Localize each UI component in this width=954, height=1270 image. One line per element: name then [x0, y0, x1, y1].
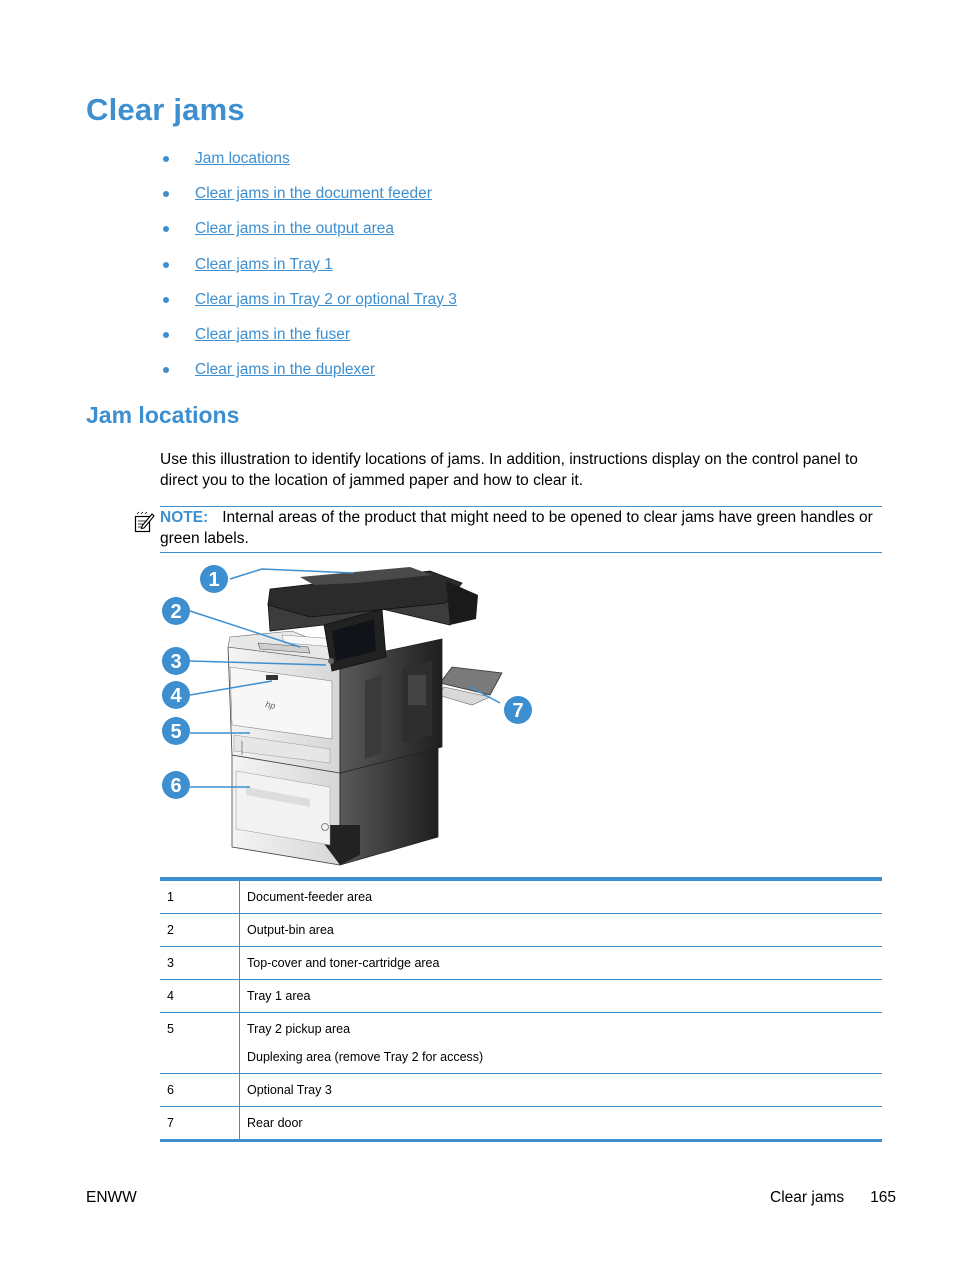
- callout-label: 6: [170, 775, 182, 797]
- page-number: 165: [870, 1189, 896, 1206]
- page-title: Clear jams: [86, 92, 245, 127]
- table-row: [160, 1074, 882, 1107]
- note-label: NOTE:: [160, 509, 209, 526]
- svg-text:hp: hp: [264, 699, 277, 712]
- legend-number: 6: [160, 1074, 240, 1106]
- legend-description: [240, 914, 882, 946]
- footer-right: [770, 1189, 896, 1207]
- note-pencil-icon: [134, 511, 156, 533]
- note-text: Internal areas of the product that might need to be opened to clear jams have green handles or green labels.: [160, 509, 873, 547]
- toc-link-tray-2-3[interactable]: Clear jams in Tray 2 or optional Tray 3: [195, 290, 457, 308]
- legend-number: 2: [160, 914, 240, 946]
- callout-label: 4: [170, 685, 182, 707]
- callout-label: 7: [512, 700, 524, 722]
- legend-text: Document-feeder area: [247, 890, 373, 904]
- section-title: Jam locations: [86, 402, 240, 428]
- callout-label: 5: [170, 721, 182, 743]
- toc-link-fuser[interactable]: Clear jams in the fuser: [195, 325, 351, 343]
- legend-number: 7: [160, 1107, 240, 1139]
- table-row: [160, 914, 882, 947]
- table-row: [160, 1013, 882, 1074]
- legend-description: [240, 947, 882, 979]
- printer-illustration: [150, 555, 570, 875]
- legend-text: Top-cover and toner-cartridge area: [247, 956, 440, 970]
- footer-left: ENWW: [86, 1189, 137, 1206]
- legend-description: [240, 1074, 882, 1106]
- toc-item: [160, 216, 457, 251]
- table-row: [160, 881, 882, 914]
- toc-item: [160, 287, 457, 322]
- legend-number: 5: [160, 1013, 240, 1073]
- legend-description: [240, 1107, 882, 1139]
- toc-link-duplexer[interactable]: Clear jams in the duplexer: [195, 361, 376, 379]
- table-row: [160, 980, 882, 1013]
- toc-list: [160, 146, 457, 392]
- legend-text: Optional Tray 3: [247, 1083, 332, 1097]
- intro-paragraph: Use this illustration to identify locations of jams. In addition, instructions display on the control panel to direct you to the location of jammed paper and how to clear it.: [160, 451, 858, 489]
- toc-link-document-feeder[interactable]: Clear jams in the document feeder: [195, 185, 432, 203]
- note-box: [160, 506, 882, 553]
- legend-text: Duplexing area (remove Tray 2 for access): [247, 1050, 484, 1064]
- callout-label: 2: [170, 601, 182, 623]
- legend-description: [240, 980, 882, 1012]
- table-row: [160, 1107, 882, 1139]
- legend-number: 4: [160, 980, 240, 1012]
- legend-number: 1: [160, 881, 240, 913]
- legend-text: Tray 2 pickup area: [247, 1022, 351, 1036]
- callout-label: 3: [170, 651, 182, 673]
- legend-text: Rear door: [247, 1116, 303, 1130]
- toc-item: [160, 357, 457, 392]
- toc-item: [160, 322, 457, 357]
- toc-link-jam-locations[interactable]: Jam locations: [195, 150, 290, 167]
- legend-text: Output-bin area: [247, 923, 334, 937]
- legend-number: 3: [160, 947, 240, 979]
- legend-description: [240, 1013, 882, 1073]
- toc-link-tray-1[interactable]: Clear jams in Tray 1: [195, 255, 333, 273]
- toc-link-output-area[interactable]: Clear jams in the output area: [195, 220, 395, 238]
- callout-label: 1: [208, 569, 220, 591]
- table-row: [160, 947, 882, 980]
- legend-description: [240, 881, 882, 913]
- toc-item: [160, 146, 457, 181]
- footer-section: Clear jams: [770, 1189, 845, 1206]
- legend-table: [160, 877, 882, 1142]
- toc-item: [160, 181, 457, 216]
- legend-text: Tray 1 area: [247, 989, 311, 1003]
- toc-item: [160, 252, 457, 287]
